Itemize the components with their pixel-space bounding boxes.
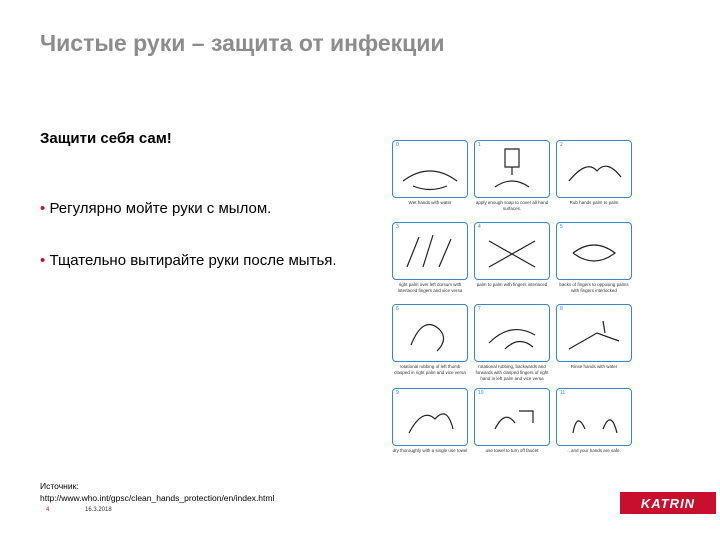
step-number: 9 <box>396 390 399 396</box>
handwash-step <box>474 222 550 288</box>
slide-subtitle: Защити себя сам! <box>40 130 172 147</box>
step-number: 1 <box>478 142 481 148</box>
hands-sketch-icon <box>475 223 549 279</box>
step-illustration <box>392 304 468 362</box>
handwash-step <box>474 388 550 454</box>
step-number: 4 <box>478 224 481 230</box>
step-number: 0 <box>396 142 399 148</box>
step-caption: rotational rubbing of left thumb clasped in right palm and vice versa <box>394 364 466 375</box>
hands-sketch-icon <box>475 389 549 445</box>
step-number: 6 <box>396 306 399 312</box>
handwash-step <box>392 304 468 376</box>
handwash-step <box>392 140 468 206</box>
handwash-step <box>392 388 468 454</box>
step-number: 2 <box>560 142 563 148</box>
step-caption: palm to palm with fingers interlaced <box>476 282 548 287</box>
hands-sketch-icon <box>393 389 467 445</box>
hands-sketch-icon <box>475 305 549 361</box>
step-illustration <box>474 222 550 280</box>
hands-sketch-icon <box>393 305 467 361</box>
bullet-dot-icon: • <box>40 200 46 217</box>
hands-sketch-icon <box>557 223 631 279</box>
step-caption: backs of fingers to opposing palms with fingers interlocked <box>559 282 629 293</box>
hands-sketch-icon <box>557 141 631 197</box>
handwash-step <box>474 304 550 382</box>
step-illustration <box>556 388 632 446</box>
handwash-step <box>556 388 632 454</box>
step-caption: right palm over left dorsum with interlaced fingers and vice versa <box>397 282 463 293</box>
handwash-step <box>474 140 550 212</box>
bullet-text: Тщательно вытирайте руки после мытья. <box>49 252 337 269</box>
step-number: 7 <box>478 306 481 312</box>
bullet-item <box>40 198 340 219</box>
step-number: 10 <box>478 390 484 396</box>
step-caption: use towel to turn off faucet <box>485 448 539 453</box>
step-number: 5 <box>560 224 563 230</box>
slide-title: Чистые руки – защита от инфекции <box>40 30 445 56</box>
bullet-dot-icon: • <box>40 252 46 269</box>
step-illustration <box>474 388 550 446</box>
step-illustration <box>392 388 468 446</box>
bullet-text: Регулярно мойте руки с мылом. <box>49 200 272 217</box>
step-number: 8 <box>560 306 563 312</box>
bullet-item <box>40 250 340 271</box>
hands-sketch-icon <box>557 305 631 361</box>
handwash-step <box>392 222 468 294</box>
step-caption: dry thoroughly with a single use towel <box>392 448 468 453</box>
step-illustration <box>474 140 550 198</box>
handwash-step <box>556 304 632 370</box>
page-number: 4 <box>46 507 50 513</box>
step-caption: ...and your hands are safe. <box>567 448 621 453</box>
step-illustration <box>392 222 468 280</box>
step-caption: Rinse hands with water <box>570 364 618 369</box>
source-label: Источник: <box>40 481 79 491</box>
step-caption: rotational rubbing, backwards and forwards with clasped fingers of right hand in left palm and vice versa <box>475 364 549 381</box>
katrin-logo <box>620 492 716 514</box>
step-caption: apply enough soap to cover all hand surfaces. <box>475 200 549 211</box>
slide-date: 16.3.2018 <box>85 507 112 513</box>
handwash-step <box>556 140 632 206</box>
step-caption: Rub hands palm to palm <box>569 200 619 205</box>
hands-sketch-icon <box>475 141 549 197</box>
step-illustration <box>556 222 632 280</box>
handwash-step <box>556 222 632 294</box>
step-illustration <box>556 304 632 362</box>
hands-sketch-icon <box>393 141 467 197</box>
step-number: 11 <box>560 390 566 396</box>
source-citation <box>40 480 274 504</box>
step-illustration <box>474 304 550 362</box>
source-url[interactable]: http://www.who.int/gpsc/clean_hands_protection/en/index.html <box>40 493 275 503</box>
step-illustration <box>392 140 468 198</box>
step-illustration <box>556 140 632 198</box>
step-caption: Wet hands with water <box>408 200 452 205</box>
hands-sketch-icon <box>557 389 631 445</box>
logo-text: KATRIN <box>640 496 696 511</box>
step-number: 3 <box>396 224 399 230</box>
hands-sketch-icon <box>393 223 467 279</box>
